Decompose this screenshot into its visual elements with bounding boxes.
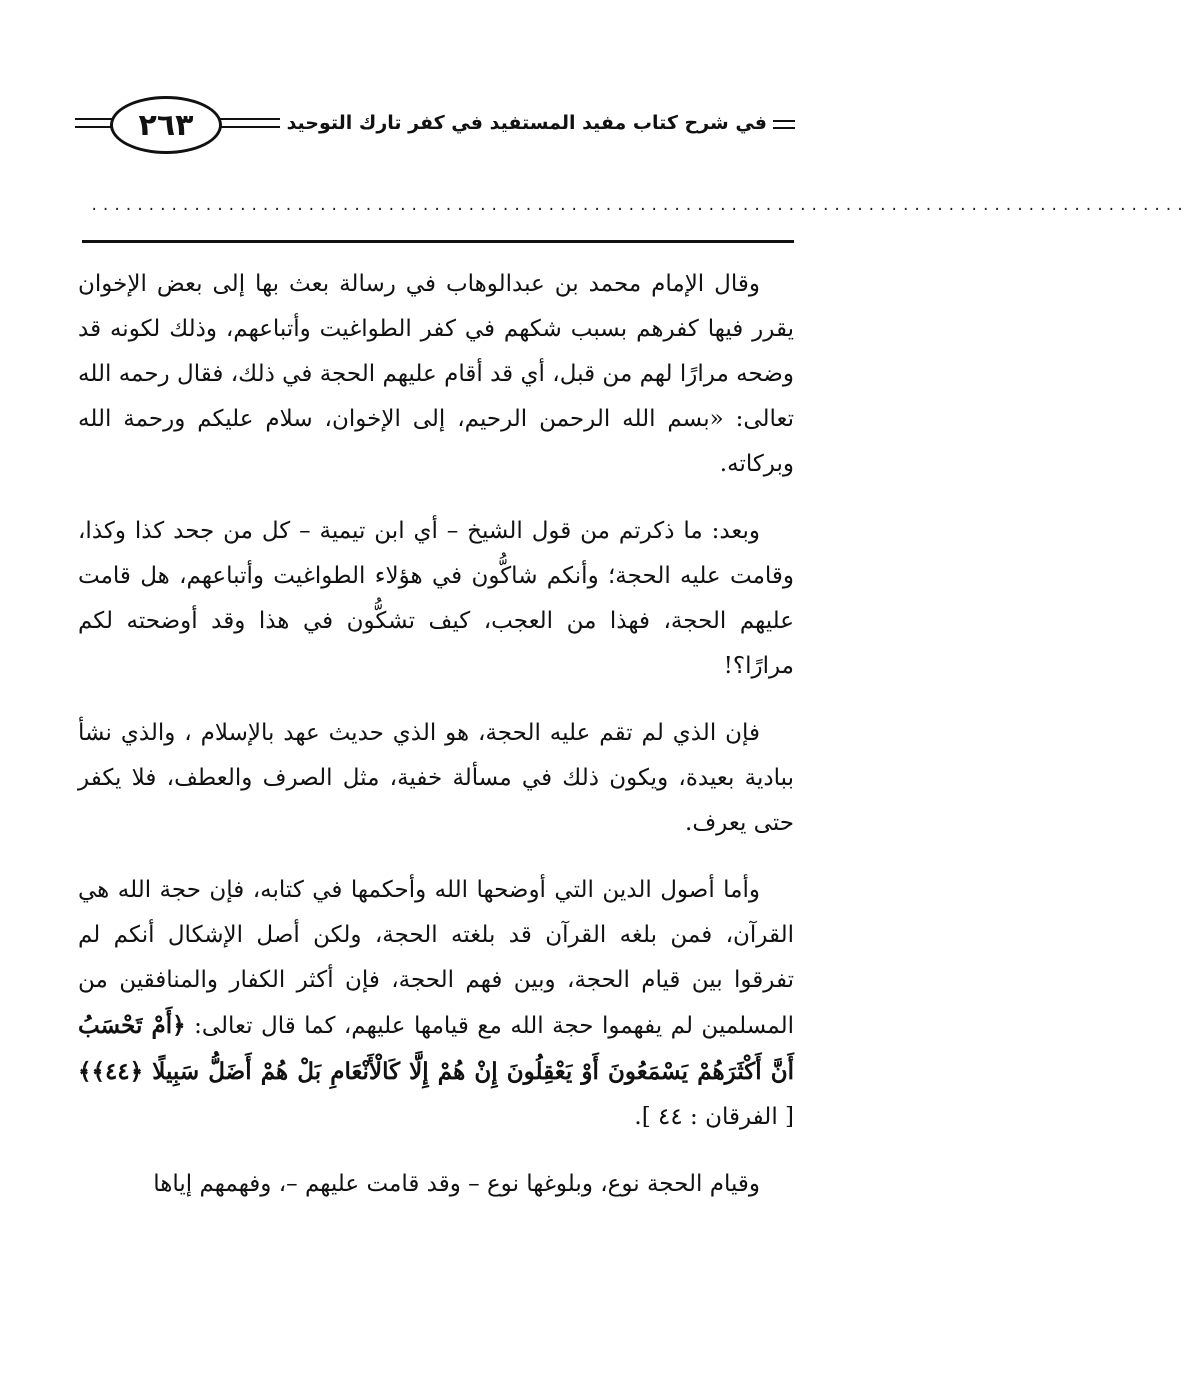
paragraph: وبعد: ما ذكرتم من قول الشيخ – أي ابن تيمية – كل من جحد كذا وكذا، وقامت عليه الحجة؛ وأنكم شاكُّون في هؤلاء الطواغيت وأتباعهم، هل قامت عليهم الحجة، فهذا من العجب، كيف تشكُّون في هذا وقد أوضحته لكم مرارًا؟!: [78, 518, 794, 679]
page-body: [78, 262, 794, 1207]
running-title: في شرح كتاب مفيد المستفيد في كفر تارك التوحيد: [286, 112, 767, 134]
paragraph-with-ayah: [78, 868, 794, 1140]
header-rule-right: [773, 120, 795, 129]
page-number: ٢٦٣: [110, 96, 222, 154]
paragraph: فإن الذي لم تقم عليه الحجة، هو الذي حديث عهد بالإسلام ، والذي نشأ ببادية بعيدة، ويكون ذلك في مسألة خفية، مثل الصرف والعطف، فلا يكفر حتى يعرف.: [78, 720, 794, 836]
paragraph: وقال الإمام محمد بن عبدالوهاب في رسالة بعث بها إلى بعض الإخوان يقرر فيها كفرهم بسبب شكهم في كفر الطواغيت وأتباعهم، وذلك لكونه قد وضحه مرارًا لهم من قبل، أي قد أقام عليهم الحجة في ذلك، فقال رحمه الله تعالى: «بسم الله الرحمن الرحيم، إلى الإخوان، سلام عليكم ورحمة الله وبركاته.: [78, 271, 794, 477]
header-divider: [82, 240, 794, 243]
quran-verse: ﴿أَمْ تَحْسَبُ أَنَّ أَكْثَرَهُمْ يَسْمَعُونَ أَوْ يَعْقِلُونَ إِنْ هُمْ إِلَّا كَالْأَنْعَامِ بَلْ هُمْ أَضَلُّ سَبِيلًا ﴿٤٤﴾﴾: [78, 1012, 794, 1085]
paragraph-text: وأما أصول الدين التي أوضحها الله وأحكمها في كتابه، فإن حجة الله هي القرآن، فمن بلغه القرآن قد بلغته الحجة، ولكن أصل الإشكال أنكم لم تفرقوا بين قيام الحجة، وبين فهم الحجة، فإن أكثر الكفار والمنافقين من المسلمين لم يفهموا حجة الله مع قيامها عليهم، كما قال تعالى:: [78, 877, 795, 1039]
dotted-separator: ................................................................................................: [90, 198, 1187, 214]
verse-reference: [ الفرقان : ٤٤ ].: [634, 1104, 794, 1130]
page-header: [75, 90, 795, 170]
paragraph: وقيام الحجة نوع، وبلوغها نوع – وقد قامت عليهم –، وفهمهم إياها: [153, 1171, 760, 1197]
